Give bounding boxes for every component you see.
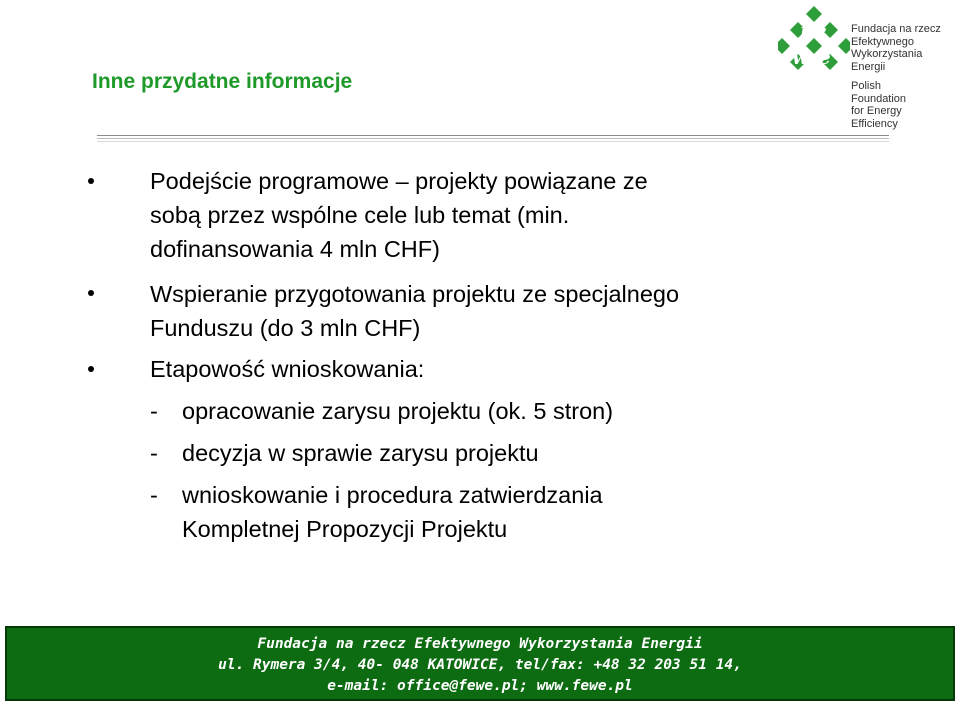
header-divider [97,135,889,136]
header-divider [97,141,889,142]
logo-name-pl: Fundacja na rzecz Efektywnego Wykorzystania Energii [851,23,941,73]
bullet-dot [88,366,94,372]
bullet-item-1-line-1: Podejście programowe – projekty powiązane ze [150,168,648,194]
dash-marker: - [150,398,158,424]
page-title: Inne przydatne informacje [92,70,353,93]
bullet-item-2-line-1: Wspieranie przygotowania projektu ze specjalnego [150,281,680,307]
bullet-item-1-line-3: dofinansowania 4 mln CHF) [150,236,440,262]
header-divider [97,138,889,139]
footer-org-name: Fundacja na rzecz Efektywnego Wykorzystania Energii [257,636,703,652]
footer-address: ul. Rymera 3/4, 40- 048 KATOWICE, tel/fax: +48 32 203 51 14, [218,657,742,673]
sub-item-3-line-2: Kompletnej Propozycji Projektu [182,516,508,542]
logo [778,4,958,128]
sub-item-2: decyzja w sprawie zarysu projektu [182,440,539,466]
svg-text:e: e [814,18,827,42]
footer-contact: e-mail: office@fewe.pl; www.fewe.pl [327,678,633,694]
bullet-item-1-line-2: sobą przez wspólne cele lub temat (min. [150,202,570,228]
bullet-dot [88,290,94,296]
svg-text:e: e [818,45,831,69]
bullet-item-3-line-1: Etapowość wnioskowania: [150,356,425,382]
sub-item-3-line-1: wnioskowanie i procedura zatwierdzania [182,482,603,508]
dash-marker: - [150,482,158,508]
bullet-item-2-line-2: Funduszu (do 3 mln CHF) [150,315,421,341]
logo-name-en: Polish Foundation for Energy Efficiency [851,80,907,130]
dash-marker: - [150,440,158,466]
svg-text:w: w [792,45,810,69]
sub-item-1: opracowanie zarysu projektu (ok. 5 stron) [182,398,614,424]
footer-banner [5,626,955,701]
svg-text:f: f [800,18,809,42]
bullet-dot [88,178,94,184]
fewe-logo-mark-icon [778,4,850,76]
